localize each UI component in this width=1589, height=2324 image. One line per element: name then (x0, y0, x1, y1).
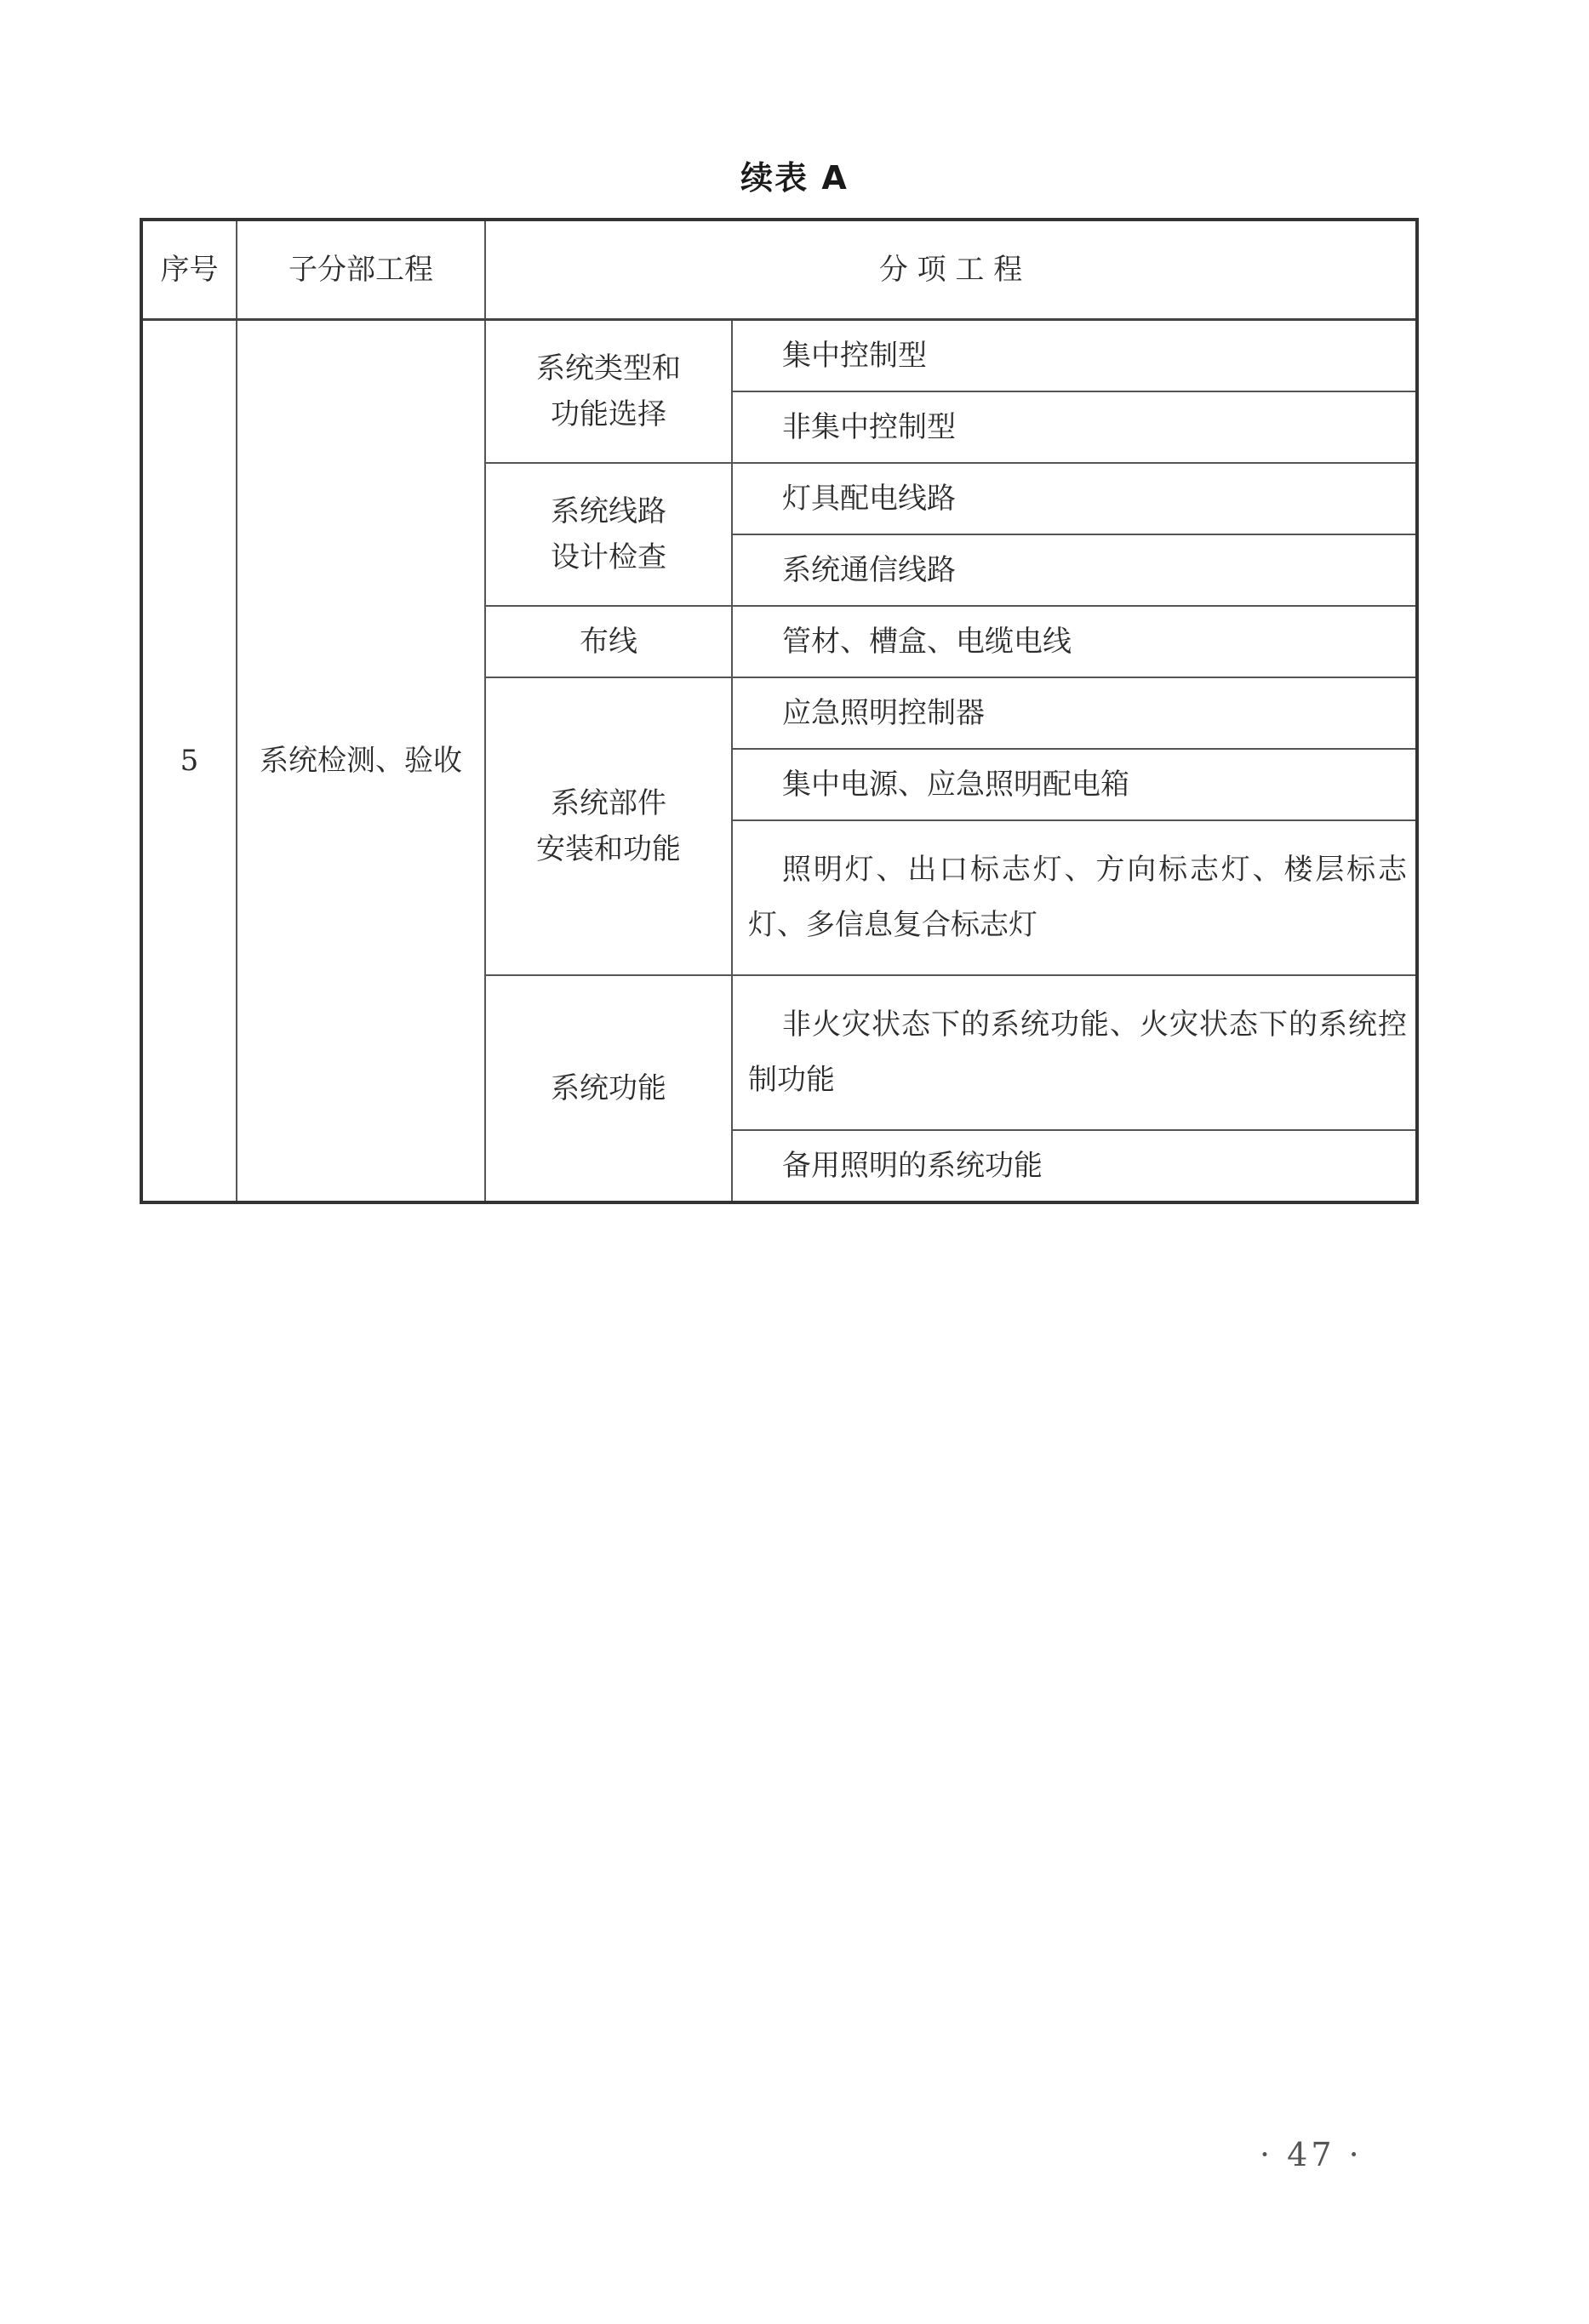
group-name-line: 安装和功能 (536, 832, 681, 866)
item-text: 备用照明的系统功能 (782, 1148, 1043, 1183)
group-name (485, 320, 732, 464)
item-cell (732, 1130, 1417, 1202)
header-items: 分 项 工 程 (485, 220, 1417, 320)
item-cell (732, 677, 1417, 749)
group-name-line: 系统类型和 (536, 351, 681, 385)
item-text: 集中控制型 (782, 338, 927, 373)
item-text: 非集中控制型 (782, 409, 956, 444)
page-number: · 47 · (1260, 2136, 1363, 2173)
group-name (485, 677, 732, 975)
item-text: 非火灾状态下的系统功能、火灾状态下的系统控制功能 (748, 1008, 1407, 1097)
table-title: 续表 A (740, 159, 849, 197)
item-cell (732, 463, 1417, 534)
item-cell (732, 320, 1417, 392)
table-header-row (141, 220, 1417, 320)
subdivision-table (140, 218, 1419, 1204)
group-name-line: 功能选择 (551, 397, 666, 431)
item-cell (732, 606, 1417, 677)
header-seq: 序号 (141, 220, 237, 320)
group-name (485, 606, 732, 677)
group-name-line: 系统功能 (551, 1071, 666, 1105)
group-name-line: 设计检查 (551, 540, 666, 574)
item-text: 管材、槽盒、电缆电线 (782, 624, 1072, 659)
item-cell (732, 975, 1417, 1130)
row-seq: 5 (141, 320, 237, 1203)
group-name-line: 布线 (580, 624, 637, 659)
item-text: 灯具配电线路 (782, 481, 956, 516)
row-subdivision: 系统检测、验收 (237, 320, 485, 1203)
item-text: 照明灯、出口标志灯、方向标志灯、楼层标志灯、多信息复合标志灯 (748, 853, 1407, 942)
item-cell (732, 749, 1417, 820)
group-name-line: 系统线路 (551, 494, 666, 528)
item-text: 系统通信线路 (782, 552, 956, 587)
group-name (485, 463, 732, 606)
item-text: 应急照明控制器 (782, 695, 985, 730)
header-subdivision: 子分部工程 (237, 220, 485, 320)
group-name (485, 975, 732, 1202)
item-cell (732, 391, 1417, 463)
group-name-line: 系统部件 (551, 785, 666, 820)
item-cell (732, 820, 1417, 975)
item-cell (732, 534, 1417, 606)
item-text: 集中电源、应急照明配电箱 (782, 767, 1129, 802)
table-row (141, 320, 1417, 392)
